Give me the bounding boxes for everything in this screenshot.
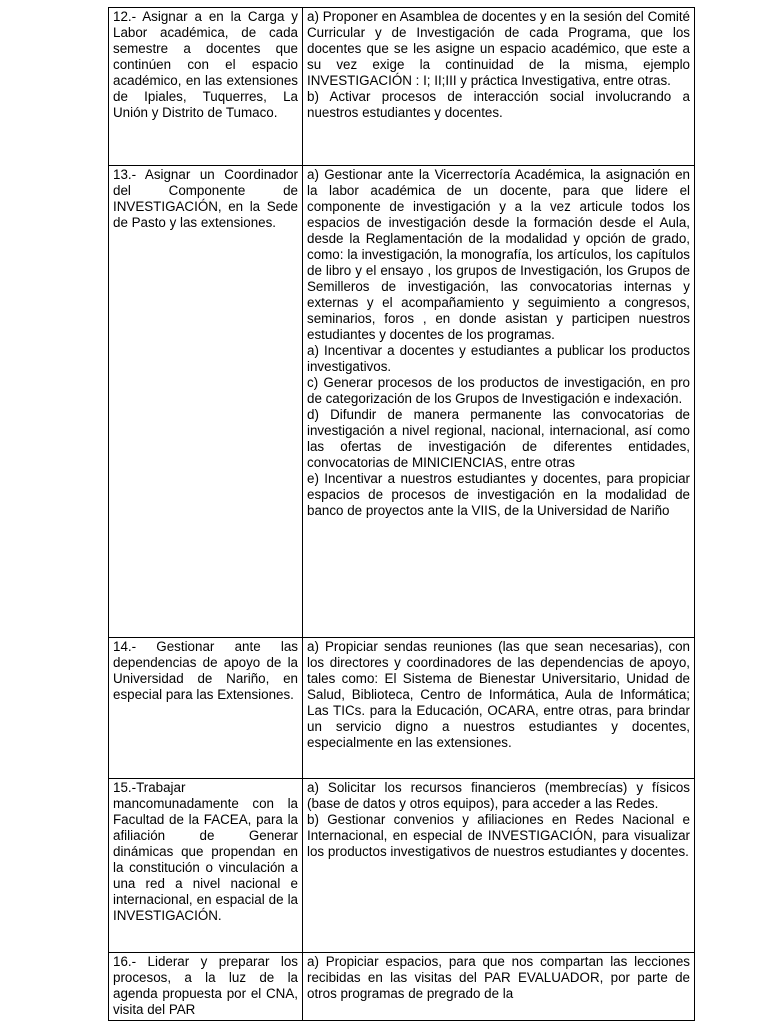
table-row	[109, 953, 695, 1021]
activity-text: d) Difundir de manera permanente las convocatorias de investigación a nivel regional, nacional, internacional, así como las ofertas de investigación de diferentes entidades, convocatorias de MINICIENCIAS, entre otras	[307, 407, 690, 470]
objective-cell	[109, 638, 303, 779]
activities-cell	[303, 779, 695, 953]
activities-cell	[303, 8, 695, 166]
table-row	[109, 779, 695, 953]
table-row	[109, 166, 695, 638]
activity-text: e) Incentivar a nuestros estudiantes y docentes, para propiciar espacios de procesos de investigación en la modalidad de banco de proyectos ante la VIIS, de la Universidad de Nariño	[307, 471, 690, 518]
objective-cell	[109, 953, 303, 1021]
activity-text: a) Propiciar sendas reuniones (las que sean necesarias), con los directores y coordinadores de las dependencias de apoyo, tales como: El Sistema de Bienestar Universitario, Unidad de Salud, Biblioteca, Centro de Informática, Aula de Informática; Las TICs. para la Educación, OCARA, entre otras, para brindar un servicio digno a nuestros estudiantes y docentes, especialmente en las extensiones.	[307, 639, 690, 750]
objective-text: 14.- Gestionar ante las dependencias de apoyo de la Universidad de Nariño, en especial para las Extensiones.	[113, 639, 298, 702]
activity-text: a) Solicitar los recursos financieros (membrecías) y físicos (base de datos y otros equipos), para acceder a las Redes.	[307, 780, 690, 811]
activity-text: a) Propiciar espacios, para que nos compartan las lecciones recibidas en las visitas del PAR EVALUADOR, por parte de otros programas de pregrado de la	[307, 954, 690, 1001]
activities-cell	[303, 166, 695, 638]
table-row	[109, 638, 695, 779]
objective-text: 12.- Asignar a en la Carga y Labor académica, de cada semestre a docentes que continúen con el espacio académico, en las extensiones de Ipiales, Tuquerres, La Unión y Distrito de Tumaco.	[113, 9, 298, 120]
objective-cell	[109, 779, 303, 953]
objective-cell	[109, 8, 303, 166]
activities-cell	[303, 638, 695, 779]
activity-text: a) Gestionar ante la Vicerrectoría Académica, la asignación en la labor académica de un docente, para que lidere el componente de investigación y a la vez articule todos los espacios de investigación desde la formación desde el Aula, desde la Reglamentación de la modalidad y opción de grado, como: la investigación, la monografía, los artículos, los capítulos de libro y el ensayo , los grupos de Investigación, los Grupos de Semilleros de investigación, las convocatorias internas y externas y el acompañamiento y seguimiento a congresos, seminarios, foros , en donde asistan y participen nuestros estudiantes y docentes de los programas.	[307, 167, 690, 342]
activity-text: b) Activar procesos de interacción social involucrando a nuestros estudiantes y docentes.	[307, 89, 690, 120]
objective-cell	[109, 166, 303, 638]
table-row	[109, 8, 695, 166]
objective-text: 15.-Trabajar mancomunadamente con la Facultad de la FACEA, para la afiliación de Generar dinámicas que propendan en la constitución o vinculación a una red a nivel nacional e internacional, en espacial de la INVESTIGACIÓN.	[113, 780, 298, 923]
actions-table	[108, 7, 695, 1021]
activity-text: b) Gestionar convenios y afiliaciones en Redes Nacional e Internacional, en especial de INVESTIGACIÓN, para visualizar los productos investigativos de nuestros estudiantes y docentes.	[307, 812, 690, 859]
objective-text: 13.- Asignar un Coordinador del Componente de INVESTIGACIÓN, en la Sede de Pasto y las extensiones.	[113, 167, 298, 230]
activities-cell	[303, 953, 695, 1021]
objective-text: 16.- Liderar y preparar los procesos, a la luz de la agenda propuesta por el CNA, visita del PAR	[113, 954, 298, 1017]
activity-text: c) Generar procesos de los productos de investigación, en pro de categorización de los Grupos de Investigación e indexación.	[307, 375, 690, 406]
activity-text: a) Incentivar a docentes y estudiantes a publicar los productos investigativos.	[307, 343, 690, 374]
activity-text: a) Proponer en Asamblea de docentes y en la sesión del Comité Curricular y de Investigación de cada Programa, que los docentes que se les asigne un espacio académico, que este a su vez exige la continuidad de la misma, ejemplo INVESTIGACIÓN : I; II;III y práctica Investigativa, entre otras.	[307, 9, 690, 88]
